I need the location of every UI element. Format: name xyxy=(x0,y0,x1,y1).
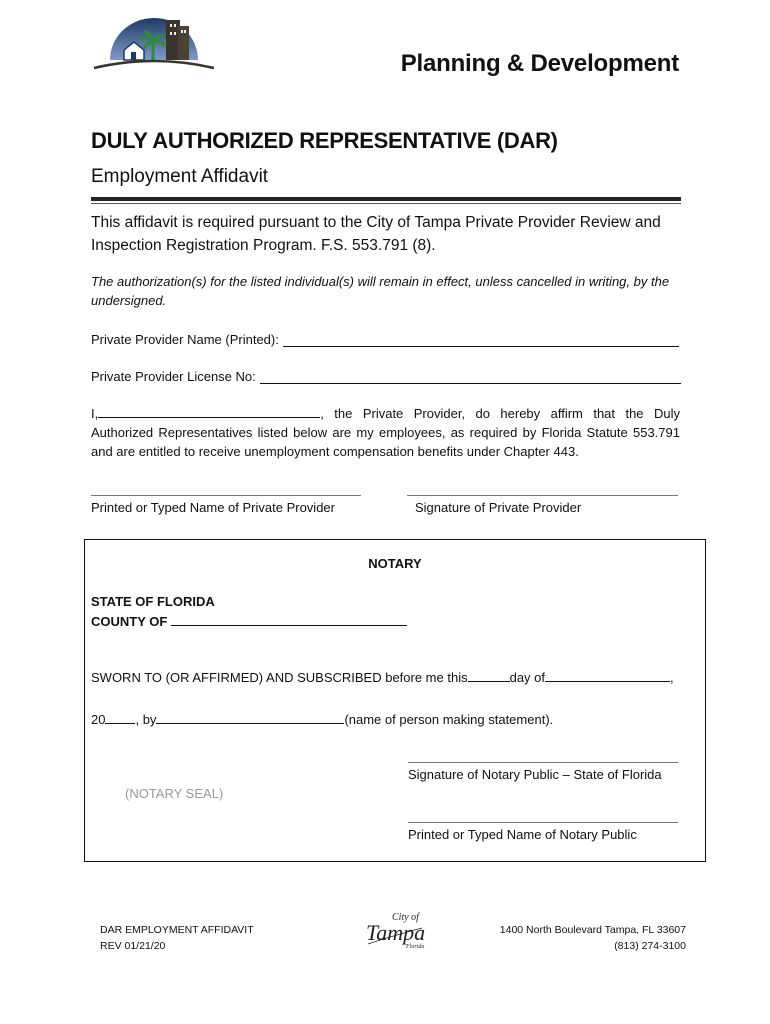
statement-suffix: (name of person making statement). xyxy=(344,712,554,727)
footer-form-name: DAR EMPLOYMENT AFFIDAVIT xyxy=(100,924,254,936)
footer-contact xyxy=(500,922,686,954)
city-of-tampa-logo xyxy=(362,906,428,952)
by-label: , by xyxy=(135,712,157,727)
provider-name-label: Private Provider Name (Printed): xyxy=(91,332,279,347)
notary-printed-name-caption: Printed or Typed Name of Notary Public xyxy=(408,827,637,842)
form-subtitle: Employment Affidavit xyxy=(91,166,269,187)
affirmation-prefix: I, xyxy=(91,406,99,421)
year-prefix: 20 xyxy=(91,712,106,727)
month-input[interactable] xyxy=(545,669,670,682)
day-of-label: day of xyxy=(509,670,546,685)
provider-signature-line[interactable] xyxy=(407,495,678,496)
day-input[interactable] xyxy=(468,669,510,682)
printed-name-caption: Printed or Typed Name of Private Provider xyxy=(91,500,335,515)
intro-paragraph: This affidavit is required pursuant to the City of Tampa Private Provider Review and Inspection Registration Program. F.S. 553.791 (8). xyxy=(91,214,661,254)
footer-phone: (813) 274-3100 xyxy=(614,940,686,952)
notary-state: STATE OF FLORIDA xyxy=(91,594,215,609)
logo-florida: Florida xyxy=(406,944,425,950)
affirmation-statement xyxy=(91,404,680,461)
notary-heading: NOTARY xyxy=(368,556,422,571)
logo-tampa: Tampa xyxy=(366,920,426,945)
sworn-statement xyxy=(91,669,674,685)
notary-signature-line[interactable] xyxy=(408,762,678,763)
footer-revision: REV 01/21/20 xyxy=(100,940,166,952)
affirmant-name-input[interactable] xyxy=(98,405,320,418)
logo-city-of: City of xyxy=(392,912,419,923)
planning-development-logo xyxy=(90,12,218,72)
notary-printed-name-line[interactable] xyxy=(408,822,678,823)
provider-name-field xyxy=(91,332,679,347)
notary-seal-placeholder: (NOTARY SEAL) xyxy=(125,786,224,801)
license-label: Private Provider License No: xyxy=(91,369,256,384)
sworn-text: SWORN TO (OR AFFIRMED) AND SUBSCRIBED before me this xyxy=(91,670,468,685)
footer-form-info xyxy=(100,922,254,954)
license-input[interactable] xyxy=(260,369,681,384)
license-field xyxy=(91,369,681,384)
statement-person-input[interactable] xyxy=(156,711,344,724)
provider-name-input[interactable] xyxy=(283,332,679,347)
notary-county xyxy=(91,613,407,629)
year-input[interactable] xyxy=(105,711,135,724)
printed-name-signature-line[interactable] xyxy=(91,495,361,496)
sworn-comma: , xyxy=(670,670,674,685)
department-title: Planning & Development xyxy=(400,50,679,77)
footer-address: 1400 North Boulevard Tampa, FL 33607 xyxy=(499,924,686,936)
notary-signature-caption: Signature of Notary Public – State of Florida xyxy=(408,767,662,782)
year-by-statement xyxy=(91,711,553,727)
authorization-note: The authorization(s) for the listed individual(s) will remain in effect, unless cancelled in writing, by the undersigned. xyxy=(91,274,670,308)
notary-section xyxy=(84,539,706,862)
header-rule-thin xyxy=(91,203,681,204)
county-input[interactable] xyxy=(171,613,407,626)
affirmation-text: , the Private Provider, do hereby affirm that the Duly Authorized Representatives listed below are my employees, as required by Florida Statute 553.791 and are entitled to receive unemployment compensation benefits under Chapter 443. xyxy=(91,406,680,459)
header-rule-thick xyxy=(91,197,681,201)
form-title: DULY AUTHORIZED REPRESENTATIVE (DAR) xyxy=(91,128,558,153)
provider-signature-caption: Signature of Private Provider xyxy=(415,500,582,515)
county-label: COUNTY OF xyxy=(91,614,168,629)
